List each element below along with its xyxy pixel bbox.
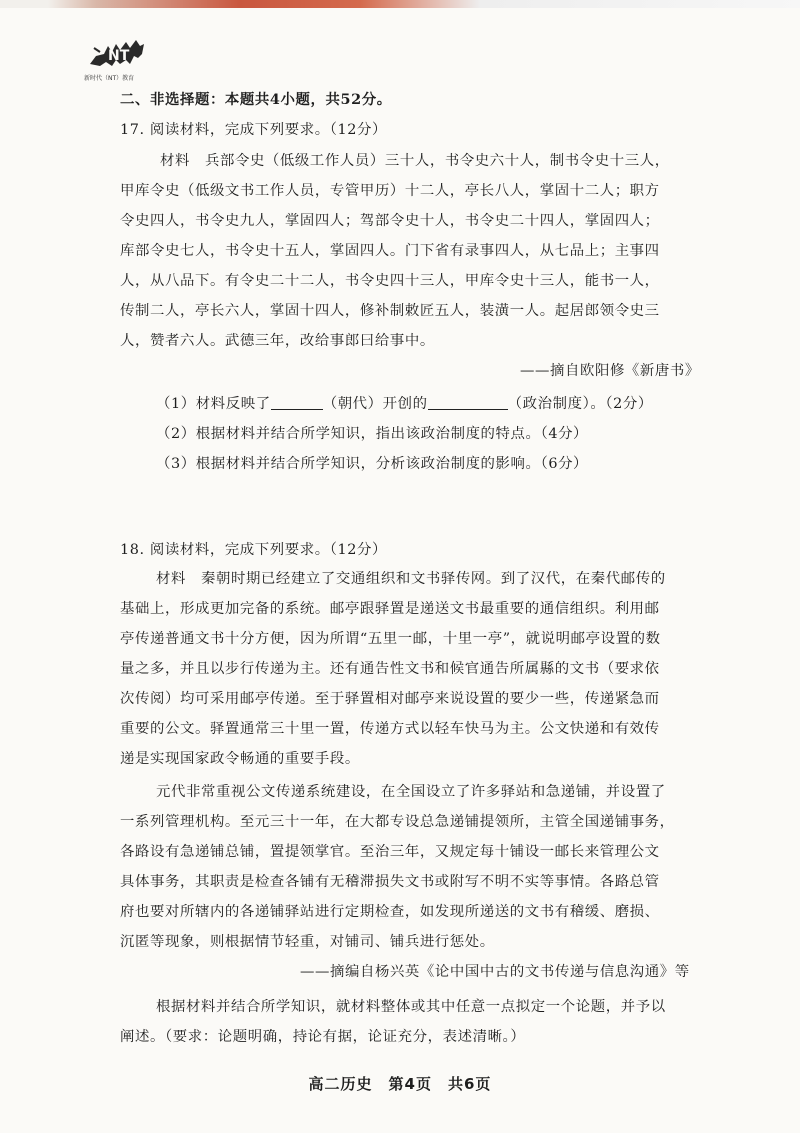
q17-material-line: 传制二人，亭长六人，掌固十四人，修补制敕匠五人，装潢一人。起居郎领令史三	[120, 303, 660, 319]
q17-material-line: 人，赞者六人。武德三年，改给事郎曰给事中。	[120, 333, 435, 349]
q18-para2-line: 各路设有急递铺总铺，置提领掌官。至治三年，又规定每十铺设一邮长来管理公文	[120, 844, 660, 860]
section-title: 二、非选择题：本题共4小题，共52分。	[120, 91, 392, 108]
q18-para1-line: 次传阅）均可采用邮亭传递。至于驿置相对邮亭来说设置的要少一些，传递紧急而	[120, 691, 660, 707]
q17-sub1-part-c: （政治制度）。（2分）	[507, 396, 653, 412]
q18-para2-line: 具体事务，其职责是检查各铺有无稽滞损失文书或附写不明不实等事情。各路总管	[120, 874, 660, 890]
q17-sub2: （2）根据材料并结合所学知识，指出该政治制度的特点。（4分）	[156, 426, 589, 442]
page-footer: 高二历史 第4页 共6页	[308, 1075, 492, 1093]
q17-material-line: 人，从八品下。有令史二十二人，书令史四十三人，甲库令史十三人，能书一人，	[120, 273, 660, 289]
q18-para1-line: 材料 秦朝时期已经建立了交通组织和文书驿传网。到了汉代，在秦代邮传的	[156, 571, 666, 587]
q17-sub1-part-a: （1）材料反映了	[156, 396, 271, 412]
q17-material-line: 库部令史七人，书令史十五人，掌固四人。门下省有录事四人，从七品上；主事四	[120, 243, 660, 259]
q17-source: ——摘自欧阳修《新唐书》	[520, 363, 700, 379]
q18-para2-line: 府也要对所辖内的各递铺驿站进行定期检查，如发现所递送的文书有稽缓、磨损、	[120, 904, 660, 920]
q17-sub1-part-b: （朝代）开创的	[322, 396, 428, 412]
logo-caption: 新时代（NT）教育	[84, 75, 135, 82]
q17-sub1	[156, 393, 653, 415]
q18-para1-line: 亭传递普通文书十分方便，因为所谓“五里一邮，十里一亭”，就说明邮亭设置的数	[120, 631, 661, 647]
q18-para1-line: 递是实现国家政令畅通的重要手段。	[120, 751, 360, 767]
q18-para1-line: 重要的公文。驿置通常三十里一置，传递方式以轻车快马为主。公文快递和有效传	[120, 721, 660, 737]
system-blank[interactable]	[428, 393, 508, 410]
q17-sub3: （3）根据材料并结合所学知识，分析该政治制度的影响。（6分）	[156, 456, 589, 472]
q18-para2-line: 元代非常重视公文传递系统建设，在全国设立了许多驿站和急递铺，并设置了	[156, 784, 666, 800]
q18-task-line: 阐述。（要求：论题明确，持论有据，论证充分，表述清晰。）	[120, 1029, 526, 1045]
q17-stem: 17. 阅读材料，完成下列要求。（12分）	[120, 122, 388, 138]
svg-text:NT: NT	[108, 48, 130, 64]
q17-material-line: 令史四人，书令史九人，掌固四人；驾部令史十人，书令史二十四人，掌固四人；	[120, 213, 660, 229]
q18-stem: 18. 阅读材料，完成下列要求。（12分）	[120, 542, 388, 558]
q18-para1-line: 量之多，并且以步行传递为主。还有通告性文书和候官通告所属縣的文书（要求依	[120, 661, 660, 677]
bull-logo-icon	[86, 34, 150, 74]
q17-material-line: 材料 兵部令史（低级工作人员）三十人，书令史六十人，制书令史十三人，	[160, 153, 670, 169]
q18-para2-line: 沉匿等现象，则根据情节轻重，对铺司、铺兵进行惩处。	[120, 934, 495, 950]
q18-para2-line: 一系列管理机构。至元三十一年，在大都专设总急递铺提领所，主管全国递铺事务，	[120, 814, 675, 830]
top-edge-stripe	[0, 0, 800, 8]
dynasty-blank[interactable]	[271, 393, 323, 410]
q18-source: ——摘编自杨兴英《论中国中古的文书传递与信息沟通》等	[300, 964, 690, 980]
q17-material-line: 甲库令史（低级文书工作人员，专管甲历）十二人，亭长八人，掌固十二人；职方	[120, 183, 660, 199]
q18-para1-line: 基础上，形成更加完备的系统。邮亭跟驿置是递送文书最重要的通信组织。利用邮	[120, 601, 660, 617]
q18-task-line: 根据材料并结合所学知识，就材料整体或其中任意一点拟定一个论题，并予以	[156, 999, 666, 1015]
